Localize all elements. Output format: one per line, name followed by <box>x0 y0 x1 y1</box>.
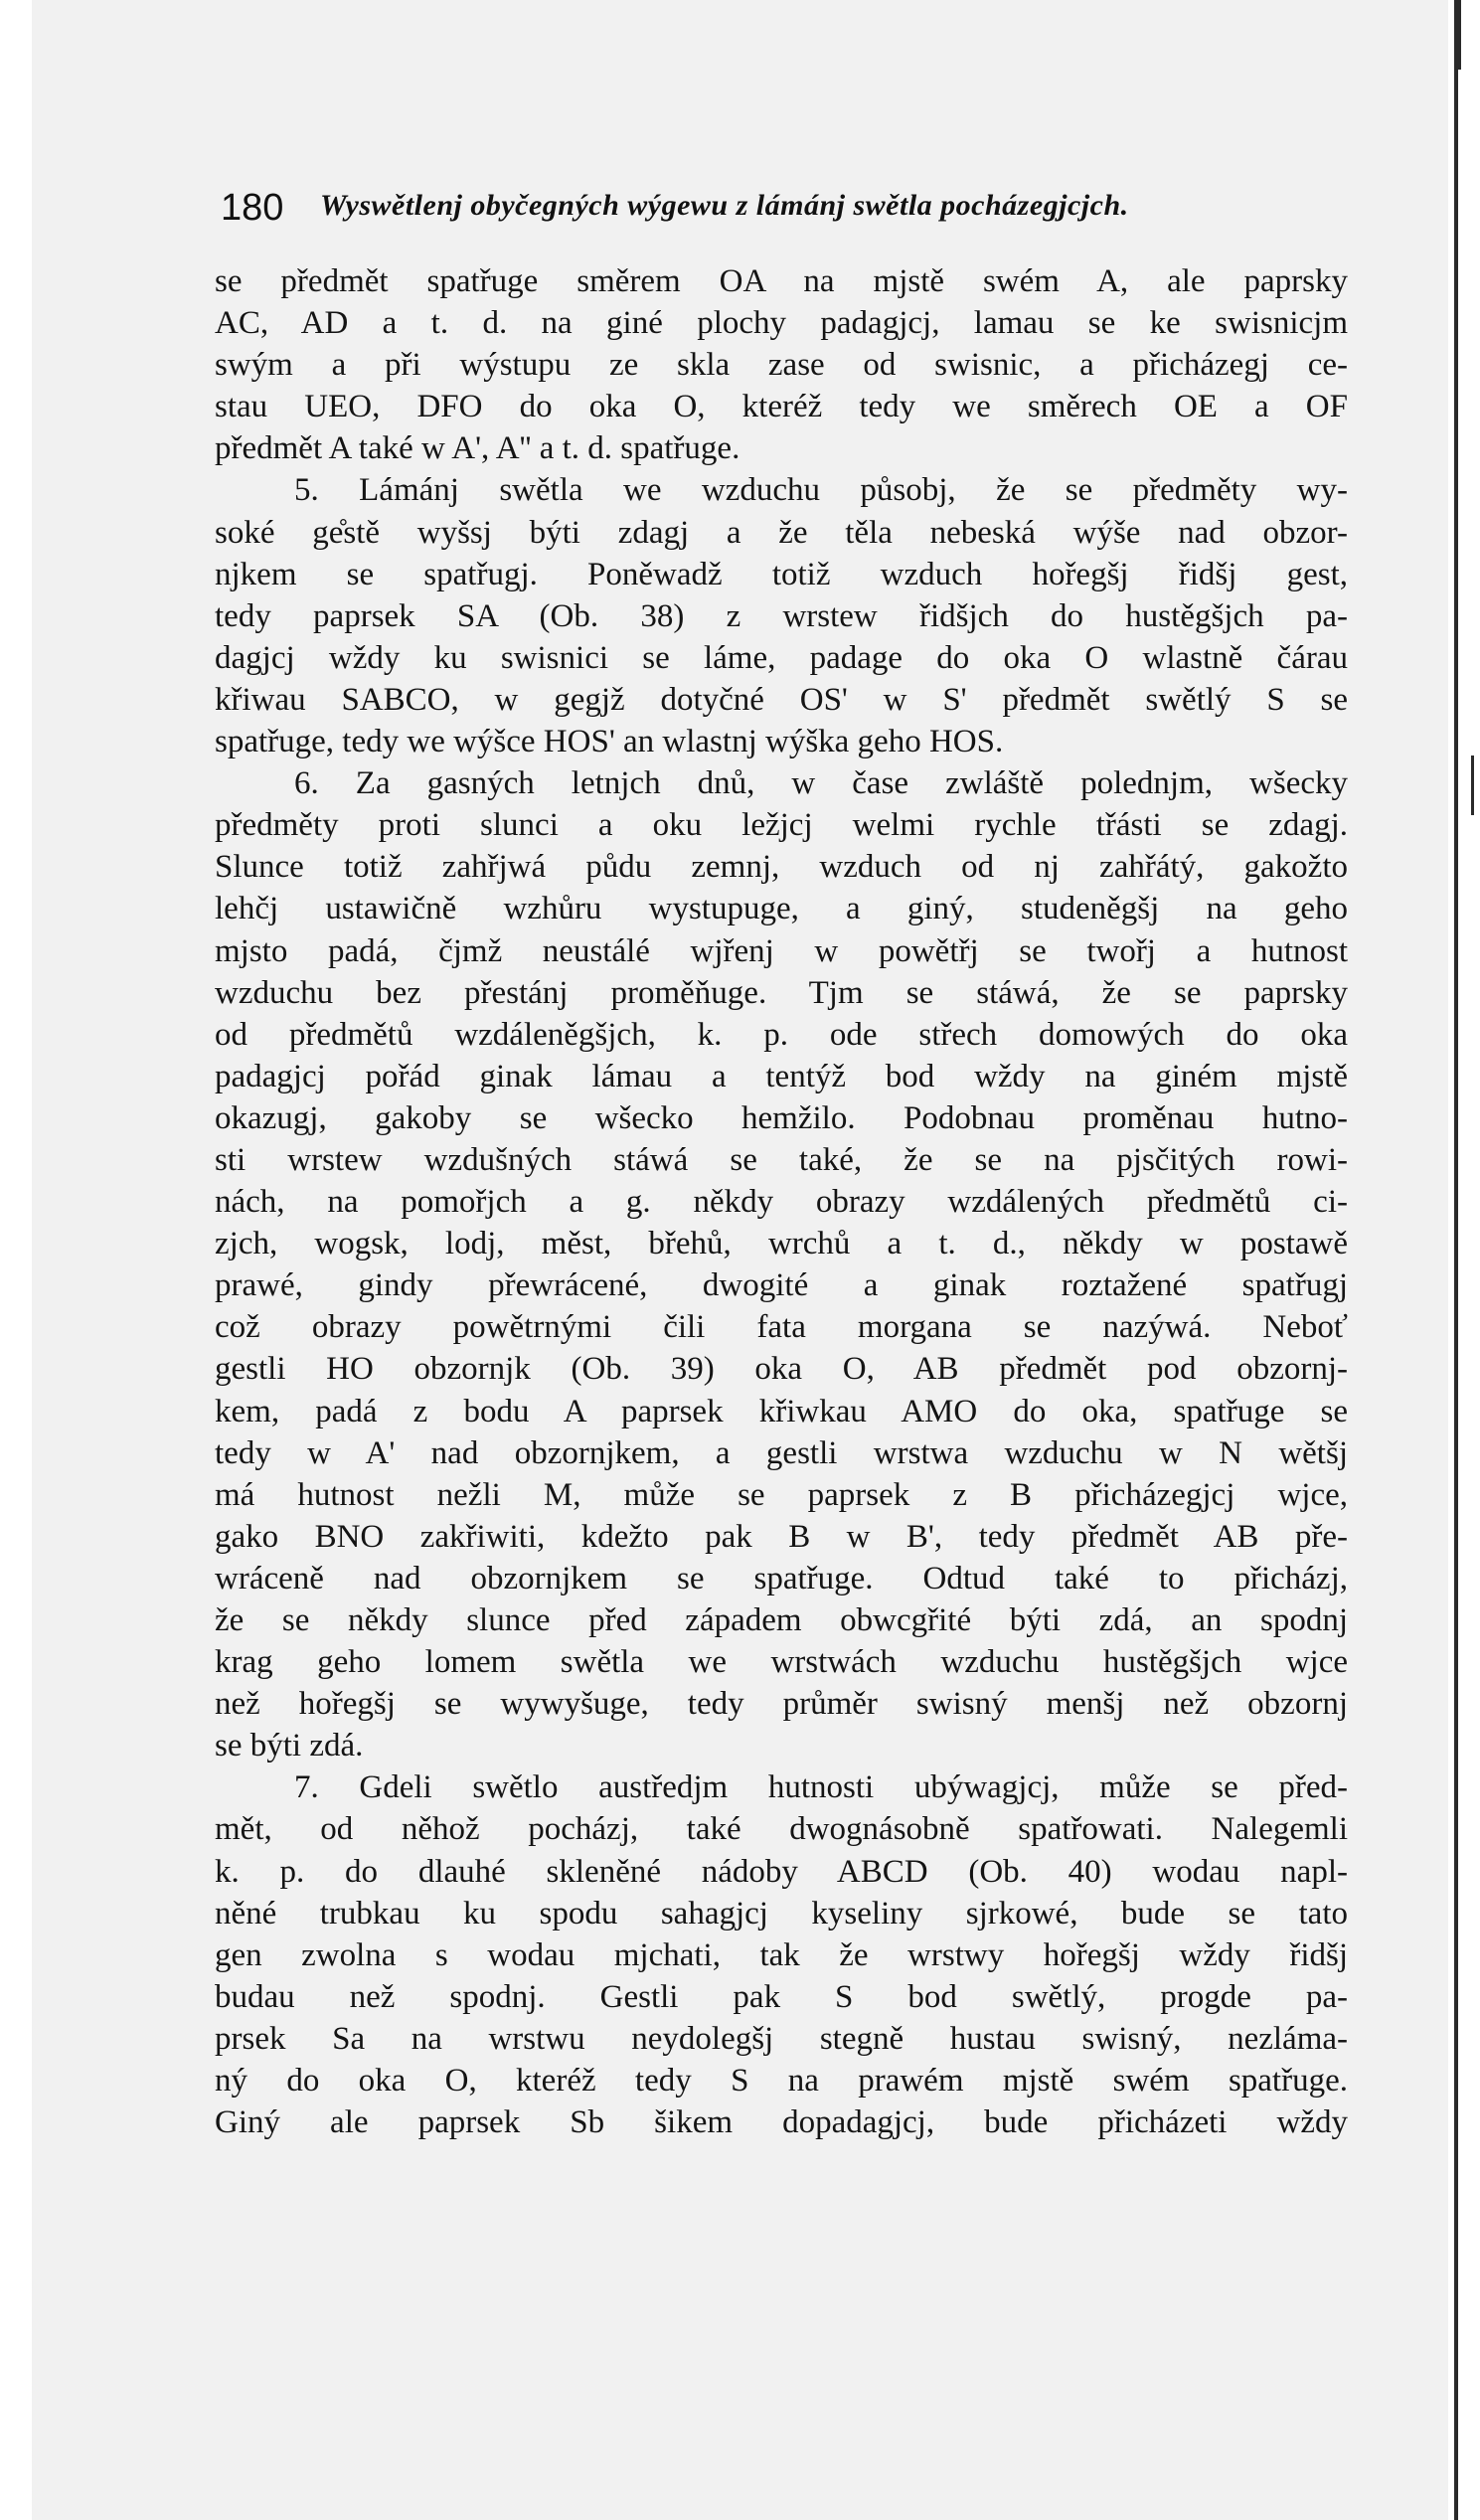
text-line: 7. Gdeli swětlo austředjm hutnosti ubýwagjcj, může se před- <box>294 1769 1348 1806</box>
text-line: ný do oka O, kteréž tedy S na prawém mjstě swém spatřuge. <box>215 2063 1348 2100</box>
text-line: tedy w A' nad obzornjkem, a gestli wrstwa wzduchu w N wětšj <box>215 1434 1348 1471</box>
text-line: mjsto padá, čjmž neustálé wjřenj w powětřj se twořj a hutnost <box>215 932 1348 969</box>
running-title: Wyswětlenj obyčegných wýgewu z lámánj swětla pocházegjcjch. <box>320 189 1129 222</box>
text-line: mět, od něhož pocházj, také dwognásobně spatřowati. Nalegemli <box>215 1811 1348 1848</box>
text-line: swým a při wýstupu ze skla zase od swisnic, a přicházegj ce- <box>215 347 1348 384</box>
text-line: Giný ale paprsek Sb šikem dopadagjcj, bude přicházeti wždy <box>215 2104 1348 2141</box>
text-line: lehčj ustawičně wzhůru wystupuge, a giný, studeněgšj na geho <box>215 891 1348 927</box>
text-line: se býti zdá. <box>215 1728 364 1764</box>
text-line: soké ge̊stě wyšsj býti zdagj a že těla nebeská wýše nad obzor- <box>215 514 1348 551</box>
text-line: od předmětů wzdáleněgšjch, k. p. ode střech domowých do oka <box>215 1016 1348 1053</box>
text-line: budau než spodnj. Gestli pak S bod swětlý, progde pa- <box>215 1978 1348 2015</box>
text-line: sti wrstew wzdušných stáwá se také, že se na pjsčitých rowi- <box>215 1141 1348 1178</box>
text-line: 5. Lámánj swětla we wzduchu působj, že se předměty wy- <box>294 472 1348 509</box>
text-line: k. p. do dlauhé skleněné nádoby ABCD (Ob. 40) wodau napl- <box>215 1853 1348 1890</box>
text-line: okazugj, gakoby se wšecko hemžilo. Podobnau proměnau hutno- <box>215 1099 1348 1136</box>
text-line: než hořegšj se wywyšuge, tedy průměr swisný menšj než obzornj <box>215 1686 1348 1723</box>
text-line: prawé, gindy přewrácené, dwogité a ginak roztažené spatřugj <box>215 1267 1348 1304</box>
text-line: Slunce totiž zahřjwá půdu zemnj, wzduch od nj zahřátý, gakožto <box>215 849 1348 886</box>
page-header <box>221 187 1354 237</box>
text-line: stau UEO, DFO do oka O, kteréž tedy we směrech OE a OF <box>215 389 1348 425</box>
text-line: gen zwolna s wodau mjchati, tak že wrstwy hořegšj wždy řidšj <box>215 1936 1348 1973</box>
text-line: wráceně nad obzornjkem se spatřuge. Odtud také to přicházj, <box>215 1560 1348 1596</box>
text-line: gako BNO zakřiwiti, kdežto pak B w B', tedy předmět AB pře- <box>215 1518 1348 1555</box>
text-line: křiwau SABCO, w gegjž dotyčné OS' w S' předmět swětlý S se <box>215 681 1348 718</box>
text-line: AC, AD a t. d. na giné plochy padagjcj, lamau se ke swisnicjm <box>215 305 1348 342</box>
text-line: nách, na pomořjch a g. někdy obrazy wzdálených předmětů ci- <box>215 1184 1348 1221</box>
text-line: wzduchu bez přestánj proměňuge. Tjm se stáwá, že se paprsky <box>215 974 1348 1011</box>
text-line: prsek Sa na wrstwu neydolegšj stegně hustau swisný, nezláma- <box>215 2020 1348 2057</box>
scan-artifact-top <box>1457 0 1461 70</box>
page-number: 180 <box>221 187 284 229</box>
text-line: kem, padá z bodu A paprsek křiwkau AMO do oka, spatřuge se <box>215 1393 1348 1429</box>
text-line: dagjcj wždy ku swisnici se láme, padage do oka O wlastně čárau <box>215 639 1348 676</box>
text-line: njkem se spatřugj. Poněwadž totiž wzduch hořegšj řidšj gest, <box>215 556 1348 592</box>
text-line: zjch, wogsk, lodj, měst, břehů, wrchů a t. d., někdy w postawě <box>215 1226 1348 1262</box>
text-line: spatřuge, tedy we wýšce HOS' an wlastnj wýška geho HOS. <box>215 724 1004 760</box>
text-line: 6. Za gasných letnjch dnů, w čase zwláště polednjm, wšecky <box>294 765 1348 802</box>
scan-margin-left <box>0 0 32 2520</box>
text-line: že se někdy slunce před západem obwcgřité býti zdá, an spodnj <box>215 1602 1348 1638</box>
page-edge-shadow <box>1454 0 1458 2520</box>
scan-artifact-mid <box>1471 756 1474 815</box>
body-text <box>215 260 1348 2143</box>
text-line: tedy paprsek SA (Ob. 38) z wrstew řidšjch do hustěgšjch pa- <box>215 597 1348 634</box>
text-line: má hutnost nežli M, může se paprsek z B přicházegjcj wjce, <box>215 1476 1348 1513</box>
text-line: předměty proti slunci a oku ležjcj welmi rychle třásti se zdagj. <box>215 807 1348 844</box>
text-line: krag geho lomem swětla we wrstwách wzduchu hustěgšjch wjce <box>215 1644 1348 1681</box>
scan-margin-right <box>1448 0 1480 2520</box>
text-line: se předmět spatřuge směrem OA na mjstě swém A, ale paprsky <box>215 263 1348 299</box>
text-line: něné trubkau ku spodu sahagjcj kyseliny sjrkowé, bude se tato <box>215 1895 1348 1932</box>
text-line: padagjcj pořád ginak lámau a tentýž bod wždy na giném mjstě <box>215 1058 1348 1094</box>
text-line: gestli HO obzornjk (Ob. 39) oka O, AB předmět pod obzornj- <box>215 1351 1348 1388</box>
text-line: předmět A také w A', A'' a t. d. spatřuge. <box>215 430 740 467</box>
text-line: což obrazy powětrnými čili fata morgana se nazýwá. Neboť <box>215 1309 1348 1346</box>
